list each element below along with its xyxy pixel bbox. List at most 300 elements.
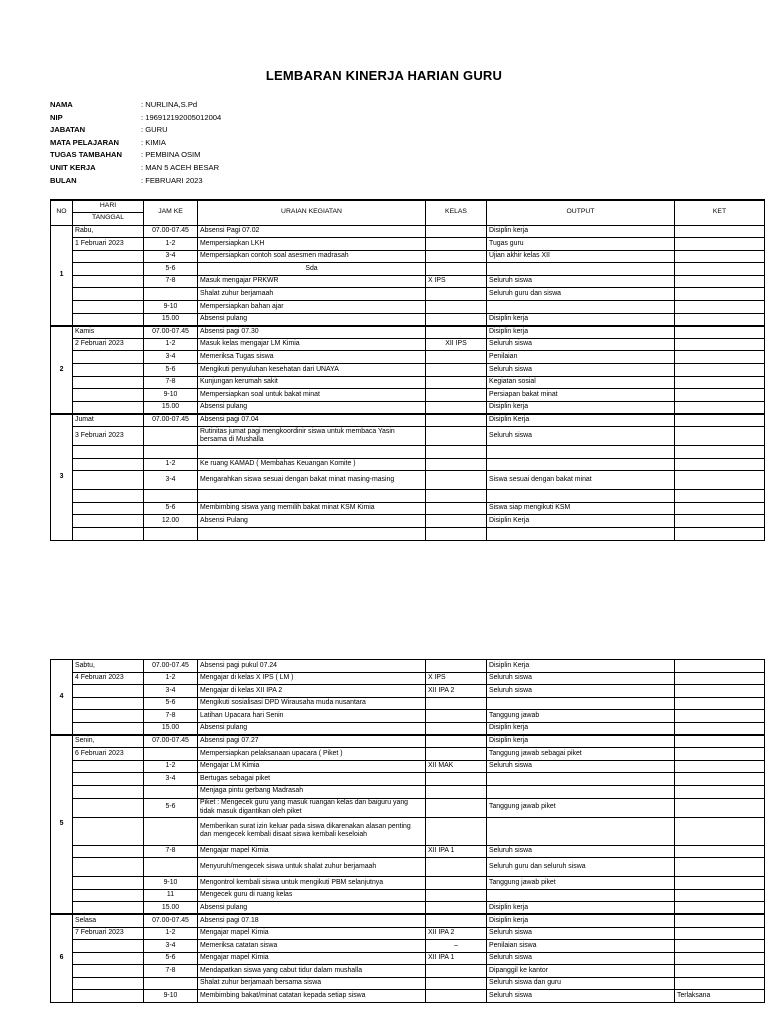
info-value: : 196912192005012004	[141, 112, 222, 122]
ket-cell	[675, 877, 765, 890]
info-value: : MAN 5 ACEH BESAR	[141, 162, 220, 172]
kelas-cell: XII IPA 1	[426, 845, 487, 858]
ket-cell	[675, 376, 765, 389]
day-date-cell	[73, 858, 144, 877]
uraian-cell: Membimbing siswa yang memilih bakat minat KSM Kimia	[198, 502, 426, 515]
output-cell: Siswa sesuai dengan bakat minat	[487, 471, 675, 490]
ket-cell	[675, 338, 765, 351]
jam-cell: 7-8	[144, 376, 198, 389]
uraian-cell: Absensi pulang	[198, 722, 426, 735]
jam-cell: 5-6	[144, 952, 198, 965]
day-date-cell: 3 Februari 2023	[73, 427, 144, 446]
ket-cell	[675, 225, 765, 238]
kelas-cell	[426, 301, 487, 314]
ket-cell	[675, 288, 765, 301]
output-cell: Disiplin kerja	[487, 735, 675, 748]
jam-cell	[144, 446, 198, 459]
info-label: NAMA	[50, 100, 73, 109]
kelas-cell	[426, 471, 487, 490]
uraian-cell: Mempersiapkan pelaksanaan upacara ( Piket )	[198, 748, 426, 761]
jam-cell: 9-10	[144, 301, 198, 314]
kelas-cell	[426, 250, 487, 263]
day-date-cell	[73, 722, 144, 735]
uraian-cell: Absensi Pulang	[198, 515, 426, 528]
uraian-cell: Memeriksa catatan siswa	[198, 940, 426, 953]
info-row	[50, 99, 221, 112]
table-row	[51, 940, 765, 953]
ket-cell	[675, 672, 765, 685]
day-date-cell: Kamis	[73, 326, 144, 339]
day-date-cell	[73, 263, 144, 276]
table-row	[51, 735, 765, 748]
output-cell	[487, 263, 675, 276]
info-label: MATA PELAJARAN	[50, 137, 120, 147]
ket-cell	[675, 389, 765, 402]
jam-cell: 5-6	[144, 364, 198, 377]
output-cell: Disiplin kerja	[487, 902, 675, 915]
header-hari: HARI	[73, 200, 144, 212]
kelas-cell	[426, 490, 487, 503]
table-row	[51, 845, 765, 858]
output-cell	[487, 889, 675, 902]
table-row	[51, 760, 765, 773]
table-row	[51, 301, 765, 314]
ket-cell	[675, 527, 765, 540]
kelas-cell	[426, 414, 487, 427]
kelas-cell	[426, 773, 487, 786]
day-date-cell: Senin,	[73, 735, 144, 748]
info-label: UNIT KERJA	[50, 162, 96, 172]
day-date-cell	[73, 977, 144, 990]
output-cell: Tugas guru	[487, 238, 675, 251]
table-row	[51, 858, 765, 877]
kelas-cell	[426, 889, 487, 902]
jam-cell: 3-4	[144, 940, 198, 953]
output-cell: Ujian akhir kelas XII	[487, 250, 675, 263]
day-date-cell	[73, 301, 144, 314]
day-date-cell: Rabu,	[73, 225, 144, 238]
output-cell	[487, 773, 675, 786]
kelas-cell	[426, 238, 487, 251]
ket-cell	[675, 275, 765, 288]
ket-cell	[675, 238, 765, 251]
uraian-cell: Absensi pagi 07.27	[198, 735, 426, 748]
jam-cell: 15.00	[144, 313, 198, 326]
kelas-cell	[426, 225, 487, 238]
kelas-cell	[426, 326, 487, 339]
jam-cell	[144, 817, 198, 845]
ket-cell	[675, 301, 765, 314]
day-date-cell	[73, 902, 144, 915]
day-date-cell	[73, 527, 144, 540]
output-cell: Kegiatan sosial	[487, 376, 675, 389]
jam-cell	[144, 748, 198, 761]
jam-cell: 7-8	[144, 965, 198, 978]
kelas-cell	[426, 288, 487, 301]
output-cell: Tanggung jawab piket	[487, 798, 675, 817]
kelas-cell	[426, 376, 487, 389]
ket-cell	[675, 515, 765, 528]
jam-cell: 07.00-07.45	[144, 914, 198, 927]
info-row	[50, 124, 221, 137]
jam-cell: 3-4	[144, 773, 198, 786]
kelas-cell	[426, 401, 487, 414]
kelas-cell	[426, 351, 487, 364]
day-date-cell	[73, 990, 144, 1003]
output-cell: Seluruh guru dan seluruh siswa	[487, 858, 675, 877]
day-date-cell	[73, 313, 144, 326]
ket-cell	[675, 977, 765, 990]
kelas-cell	[426, 965, 487, 978]
day-date-cell: Jumat	[73, 414, 144, 427]
day-date-cell	[73, 817, 144, 845]
jam-cell: 1-2	[144, 760, 198, 773]
jam-cell: 12.00	[144, 515, 198, 528]
day-date-cell	[73, 471, 144, 490]
ket-cell	[675, 326, 765, 339]
day-date-cell	[73, 376, 144, 389]
table-row	[51, 288, 765, 301]
output-cell: Seluruh siswa	[487, 952, 675, 965]
jam-cell	[144, 785, 198, 798]
table-row	[51, 722, 765, 735]
ket-cell	[675, 502, 765, 515]
uraian-cell: Mendapatkan siswa yang cabut tidur dalam mushalla	[198, 965, 426, 978]
table-row	[51, 685, 765, 698]
header-kelas: KELAS	[426, 200, 487, 225]
ket-cell	[675, 927, 765, 940]
uraian-cell: Memberikan surat izin keluar pada siswa dikarenakan alasan penting dan mengecek kembali disaat siswa kembali keseloiah	[198, 817, 426, 845]
jam-cell	[144, 527, 198, 540]
day-date-cell	[73, 889, 144, 902]
table-row	[51, 527, 765, 540]
table-row	[51, 427, 765, 446]
ket-cell	[675, 313, 765, 326]
uraian-cell: Absensi pulang	[198, 313, 426, 326]
uraian-cell: Rutinitas jumat pagi mengkoordinir siswa untuk membaca Yasin bersama di Mushalla	[198, 427, 426, 446]
kelas-cell	[426, 902, 487, 915]
table-row	[51, 490, 765, 503]
day-date-cell: Selasa	[73, 914, 144, 927]
day-date-cell: 1 Februari 2023	[73, 238, 144, 251]
day-date-cell	[73, 940, 144, 953]
uraian-cell: Bertugas sebagai piket	[198, 773, 426, 786]
day-date-cell: 4 Februari 2023	[73, 672, 144, 685]
table-row	[51, 238, 765, 251]
table-row	[51, 927, 765, 940]
day-date-cell	[73, 351, 144, 364]
uraian-cell: Absensi pagi pukul 07.24	[198, 660, 426, 673]
output-cell: Penilaian siswa	[487, 940, 675, 953]
uraian-cell: Mengikuti sosialisasi DPD Wirausaha muda nusantara	[198, 697, 426, 710]
day-date-cell	[73, 401, 144, 414]
output-cell: Seluruh siswa	[487, 338, 675, 351]
kelas-cell	[426, 914, 487, 927]
output-cell: Seluruh siswa	[487, 364, 675, 377]
output-cell	[487, 490, 675, 503]
day-date-cell	[73, 364, 144, 377]
table-row	[51, 401, 765, 414]
jam-cell	[144, 427, 198, 446]
output-cell: Dipanggil ke kantor	[487, 965, 675, 978]
table-row	[51, 877, 765, 890]
jam-cell: 1-2	[144, 338, 198, 351]
ket-cell	[675, 250, 765, 263]
day-date-cell	[73, 877, 144, 890]
uraian-cell: Kunjungan kerumah sakit	[198, 376, 426, 389]
uraian-cell: Sda	[198, 263, 426, 276]
kelas-cell	[426, 389, 487, 402]
kinerja-table-2	[50, 659, 765, 1003]
day-date-cell	[73, 515, 144, 528]
day-date-cell: 7 Februari 2023	[73, 927, 144, 940]
output-cell: Tanggung jawab sebagai piket	[487, 748, 675, 761]
uraian-cell: Mengajar di kelas X IPS ( LM )	[198, 672, 426, 685]
uraian-cell: Latihan Upacara hari Senin	[198, 710, 426, 723]
table-row	[51, 326, 765, 339]
ket-cell	[675, 401, 765, 414]
output-cell: Seluruh guru dan siswa	[487, 288, 675, 301]
uraian-cell: Shalat zuhur berjamaah	[198, 288, 426, 301]
day-date-cell	[73, 389, 144, 402]
kelas-cell: X IPS	[426, 672, 487, 685]
table-row	[51, 446, 765, 459]
uraian-cell: Mengajar di kelas XII IPA 2	[198, 685, 426, 698]
info-value: : KIMIA	[141, 137, 166, 147]
kelas-cell	[426, 817, 487, 845]
ket-cell	[675, 845, 765, 858]
header-no: NO	[51, 200, 73, 225]
output-cell: Disiplin kerja	[487, 401, 675, 414]
day-number: 4	[51, 660, 73, 736]
ket-cell	[675, 817, 765, 845]
info-row	[50, 112, 221, 125]
table-row	[51, 376, 765, 389]
uraian-cell: Memeriksa Tugas siswa	[198, 351, 426, 364]
table-row	[51, 977, 765, 990]
uraian-cell: Mempersiapkan soal untuk bakat minat	[198, 389, 426, 402]
ket-cell	[675, 889, 765, 902]
jam-cell	[144, 288, 198, 301]
ket-cell	[675, 263, 765, 276]
table-row	[51, 817, 765, 845]
kelas-cell	[426, 515, 487, 528]
jam-cell: 1-2	[144, 238, 198, 251]
ket-cell	[675, 364, 765, 377]
jam-cell: 3-4	[144, 250, 198, 263]
table-row	[51, 952, 765, 965]
output-cell: Disiplin kerja	[487, 326, 675, 339]
kelas-cell	[426, 877, 487, 890]
day-date-cell	[73, 502, 144, 515]
info-row	[50, 162, 221, 175]
jam-cell: 3-4	[144, 685, 198, 698]
jam-cell: 7-8	[144, 710, 198, 723]
uraian-cell: Absensi pulang	[198, 902, 426, 915]
day-date-cell	[73, 490, 144, 503]
ket-cell	[675, 748, 765, 761]
day-date-cell	[73, 446, 144, 459]
day-date-cell	[73, 275, 144, 288]
uraian-cell: Shalat zuhur berjamaah bersama siswa	[198, 977, 426, 990]
day-number: 3	[51, 414, 73, 540]
uraian-cell: Mengajar mapel Kimia	[198, 952, 426, 965]
output-cell: Siswa siap mengikuti KSM	[487, 502, 675, 515]
output-cell: Seluruh siswa	[487, 275, 675, 288]
kelas-cell	[426, 785, 487, 798]
jam-cell	[144, 858, 198, 877]
ket-cell: Terlaksana	[675, 990, 765, 1003]
ket-cell	[675, 490, 765, 503]
day-number: 1	[51, 225, 73, 326]
kelas-cell	[426, 502, 487, 515]
jam-cell: 11	[144, 889, 198, 902]
ket-cell	[675, 685, 765, 698]
table-row	[51, 313, 765, 326]
jam-cell: 07.00-07.45	[144, 326, 198, 339]
day-date-cell	[73, 288, 144, 301]
day-date-cell	[73, 785, 144, 798]
ket-cell	[675, 940, 765, 953]
teacher-info	[50, 99, 221, 187]
output-cell: Seluruh siswa	[487, 672, 675, 685]
kelas-cell	[426, 458, 487, 471]
kelas-cell	[426, 977, 487, 990]
table-row	[51, 773, 765, 786]
table-row	[51, 697, 765, 710]
uraian-cell: Mengarahkan siswa sesuai dengan bakat minat masing-masing	[198, 471, 426, 490]
output-cell: Disiplin Kerja	[487, 515, 675, 528]
kelas-cell	[426, 660, 487, 673]
info-label: BULAN	[50, 175, 77, 185]
ket-cell	[675, 735, 765, 748]
table-row	[51, 351, 765, 364]
day-number: 5	[51, 735, 73, 914]
uraian-cell: Absensi pagi 07.18	[198, 914, 426, 927]
day-date-cell: Sabtu,	[73, 660, 144, 673]
header-tanggal: TANGGAL	[73, 212, 144, 225]
kelas-cell	[426, 710, 487, 723]
table-row	[51, 914, 765, 927]
ket-cell	[675, 798, 765, 817]
uraian-cell: Masuk kelas mengajar LM Kimia	[198, 338, 426, 351]
header-ket: KET	[675, 200, 765, 225]
kelas-cell: X IPS	[426, 275, 487, 288]
uraian-cell: Ke ruang KAMAD ( Membahas Keuangan Komite )	[198, 458, 426, 471]
kelas-cell	[426, 446, 487, 459]
table-row	[51, 225, 765, 238]
table-row	[51, 710, 765, 723]
day-date-cell	[73, 760, 144, 773]
day-date-cell	[73, 685, 144, 698]
jam-cell: 15.00	[144, 401, 198, 414]
ket-cell	[675, 858, 765, 877]
day-date-cell: 6 Februari 2023	[73, 748, 144, 761]
table-row	[51, 515, 765, 528]
table-row	[51, 275, 765, 288]
table-row	[51, 414, 765, 427]
jam-cell: 5-6	[144, 697, 198, 710]
kelas-cell	[426, 722, 487, 735]
jam-cell: 1-2	[144, 458, 198, 471]
ket-cell	[675, 458, 765, 471]
output-cell: Seluruh siswa	[487, 845, 675, 858]
table-row	[51, 748, 765, 761]
ket-cell	[675, 785, 765, 798]
uraian-cell: Absensi Pagi 07.02	[198, 225, 426, 238]
kelas-cell	[426, 990, 487, 1003]
output-cell	[487, 697, 675, 710]
jam-cell	[144, 977, 198, 990]
jam-cell: 07.00-07.45	[144, 660, 198, 673]
kelas-cell: XII IPA 1	[426, 952, 487, 965]
ket-cell	[675, 965, 765, 978]
page-title: LEMBARAN KINERJA HARIAN GURU	[265, 68, 503, 83]
ket-cell	[675, 902, 765, 915]
output-cell: Tanggung jawab piket	[487, 877, 675, 890]
uraian-cell: Absensi pagi 07.30	[198, 326, 426, 339]
info-value: : PEMBINA OSIM	[141, 150, 201, 160]
ket-cell	[675, 722, 765, 735]
table-row	[51, 263, 765, 276]
jam-cell: 5-6	[144, 263, 198, 276]
uraian-cell: Absensi pulang	[198, 401, 426, 414]
jam-cell: 07.00-07.45	[144, 735, 198, 748]
table-row	[51, 502, 765, 515]
output-cell	[487, 446, 675, 459]
ket-cell	[675, 471, 765, 490]
table-row	[51, 364, 765, 377]
table-row	[51, 990, 765, 1003]
kelas-cell	[426, 313, 487, 326]
kelas-cell: XII MAK	[426, 760, 487, 773]
jam-cell: 15.00	[144, 902, 198, 915]
info-label: NIP	[50, 112, 63, 122]
jam-cell: 15.00	[144, 722, 198, 735]
ket-cell	[675, 414, 765, 427]
output-cell	[487, 527, 675, 540]
uraian-cell: Masuk mengajar PRKWR	[198, 275, 426, 288]
uraian-cell: Mempersiapkan LKH	[198, 238, 426, 251]
output-cell: Disiplin Kerja	[487, 660, 675, 673]
jam-cell: 07.00-07.45	[144, 414, 198, 427]
ket-cell	[675, 760, 765, 773]
output-cell: Disiplin kerja	[487, 225, 675, 238]
uraian-cell: Menjaga pintu gerbang Madrasah	[198, 785, 426, 798]
kelas-cell	[426, 427, 487, 446]
table-row	[51, 458, 765, 471]
info-value: : NURLINA,S.Pd	[141, 100, 198, 109]
table-row	[51, 672, 765, 685]
info-row	[50, 137, 221, 150]
table-row	[51, 785, 765, 798]
output-cell: Seluruh siswa	[487, 990, 675, 1003]
uraian-cell: Menyuruh/mengecek siswa untuk shalat zuhur berjamaah	[198, 858, 426, 877]
kinerja-table-1	[50, 199, 765, 541]
jam-cell: 5-6	[144, 502, 198, 515]
kelas-cell	[426, 798, 487, 817]
output-cell: Penilaian	[487, 351, 675, 364]
table-row	[51, 660, 765, 673]
ket-cell	[675, 773, 765, 786]
table-row	[51, 471, 765, 490]
uraian-cell: Absensi pagi 07.04	[198, 414, 426, 427]
output-cell: Disiplin Kerja	[487, 414, 675, 427]
day-date-cell	[73, 952, 144, 965]
kelas-cell	[426, 858, 487, 877]
uraian-cell	[198, 446, 426, 459]
uraian-cell: Mengajar LM Kimia	[198, 760, 426, 773]
